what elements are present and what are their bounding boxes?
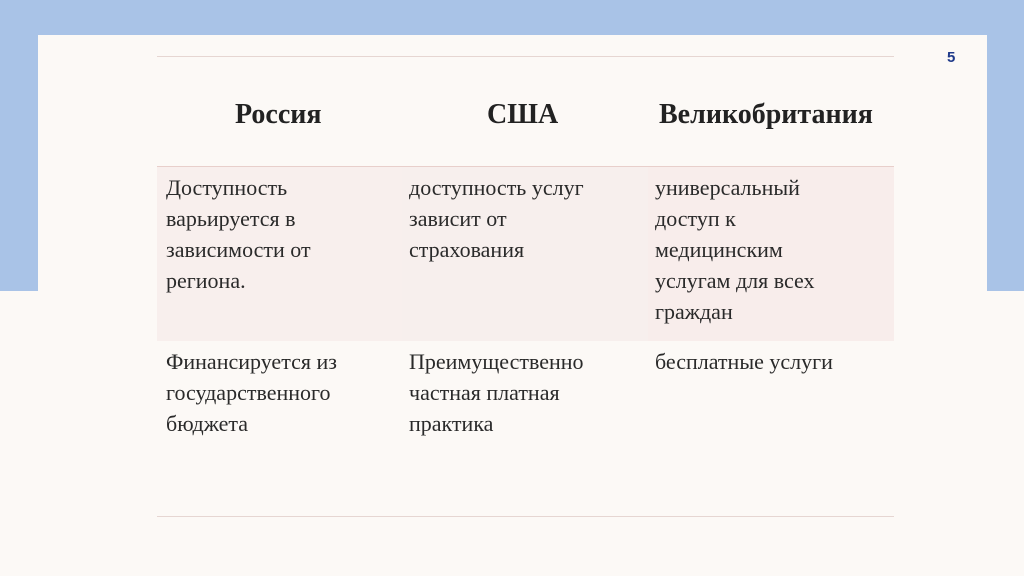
cell-uk-access: универсальный доступ к медицинским услугам для всех граждан (655, 175, 815, 324)
table-row (157, 167, 894, 341)
table-bottom-rule (157, 516, 894, 517)
cell-russia-funding: Финансируется из государственного бюджета (166, 349, 337, 436)
header-uk: Великобритания (659, 99, 873, 130)
page-number: 5 (947, 49, 956, 66)
header-usa: США (487, 99, 559, 130)
cell-usa-funding: Преимущественно частная платная практика (409, 349, 584, 436)
cell-uk-funding: бесплатные услуги (655, 349, 833, 374)
table-header-row (157, 57, 894, 166)
cell-usa-access: доступность услуг зависит от страхования (409, 175, 584, 262)
header-russia: Россия (235, 99, 322, 130)
table-row (157, 341, 894, 516)
cell-russia-access: Доступность варьируется в зависимости от региона. (166, 175, 311, 293)
